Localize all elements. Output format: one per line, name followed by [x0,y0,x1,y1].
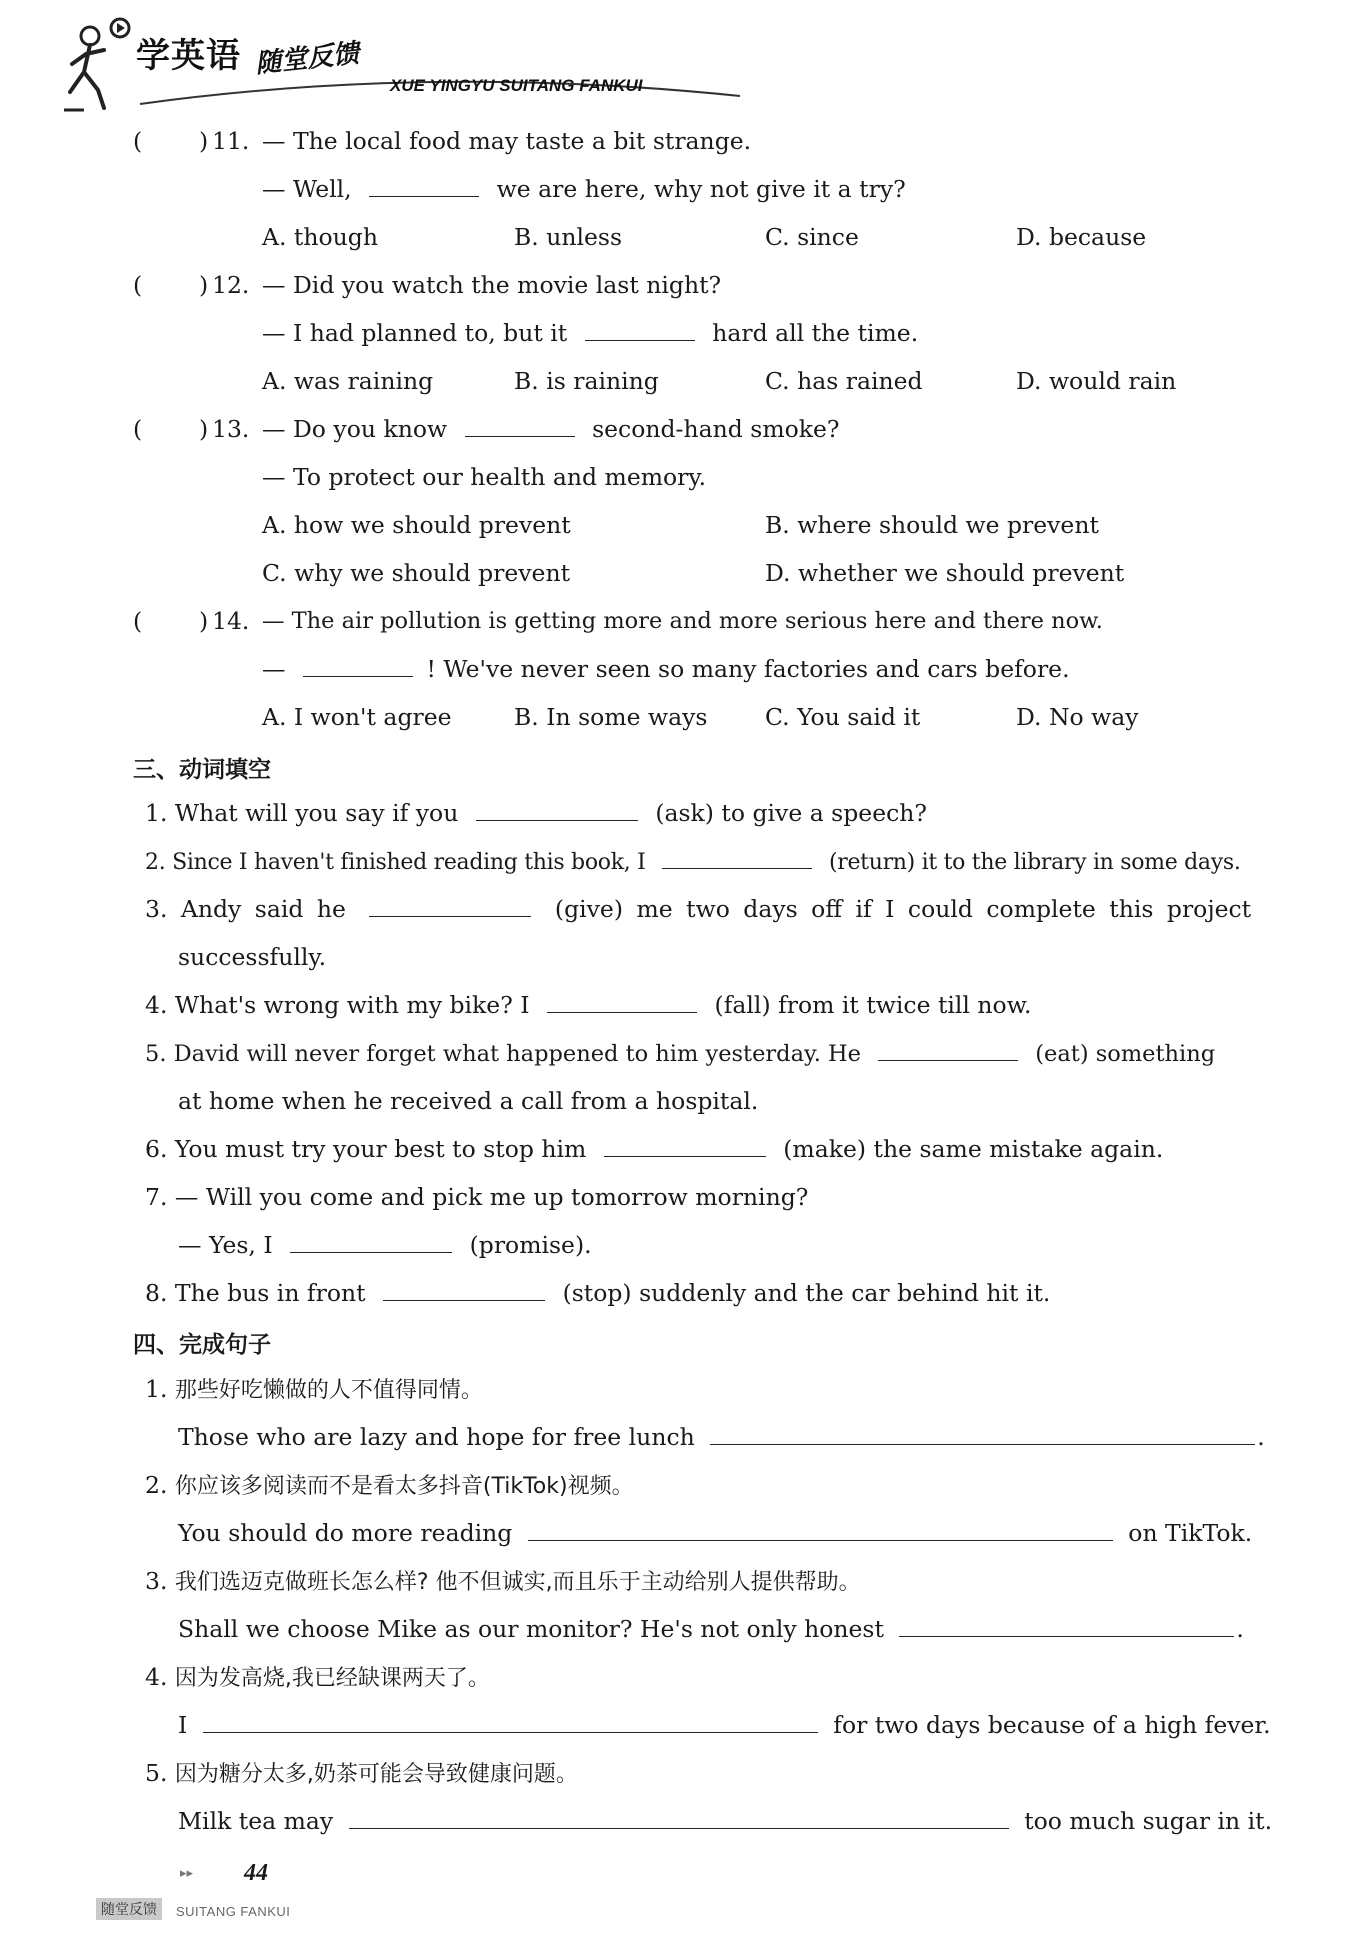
question-text: — Do you know [262,415,448,443]
item-en-line [178,1614,1244,1644]
question-text: — Well, [262,175,352,203]
answer-paren-open: ( [133,415,143,443]
option-c: C. since [765,223,859,251]
answer-blank[interactable] [604,1134,766,1157]
question-line-1 [262,414,840,444]
logo-sub-text: 随堂反馈 [253,38,361,80]
answer-blank[interactable] [203,1710,818,1733]
item-cn-line [145,1758,578,1790]
page-footer [96,1860,356,1930]
page-header [60,14,1310,114]
question-number: 14. [212,607,250,635]
answer-blank[interactable] [465,414,575,437]
item-number: 6. [145,1135,168,1163]
item-text: What's wrong with my bike? I [174,991,530,1019]
answer-blank[interactable] [878,1038,1018,1061]
question-text: second-hand smoke? [592,415,840,443]
question-line-2 [262,654,1070,684]
answer-paren-open: ( [133,607,143,635]
item-number: 2. [145,850,166,875]
item-text: Since I haven't finished reading this book, I [172,850,646,875]
option-c: C. You said it [765,703,921,731]
item-line [145,798,927,828]
question-text: hard all the time. [712,319,919,347]
item-number: 8. [145,1279,168,1307]
item-en-line [178,1422,1265,1452]
option-d: D. whether we should prevent [765,559,1125,587]
item-text: (promise). [469,1231,592,1259]
question-number: 13. [212,415,250,443]
item-line [145,1134,1163,1164]
option-c: C. why we should prevent [262,559,571,587]
item-line [145,990,1032,1020]
item-text: on TikTok. [1128,1519,1253,1547]
item-text: (give) me two days off if I could complete this project [554,895,1252,923]
item-number: 3. [145,895,168,923]
arrow-icon: ▸▸ [180,1866,194,1881]
item-text: Andy said he [180,895,346,923]
item-text: (stop) suddenly and the car behind hit it. [562,1279,1051,1307]
question-text: ! We've never seen so many factories and cars before. [426,655,1070,683]
item-text: I [178,1711,188,1739]
item-text-continued: at home when he received a call from a hospital. [178,1087,759,1115]
option-d: D. because [1016,223,1147,251]
answer-blank[interactable] [349,1806,1009,1829]
item-number: 7. [145,1183,168,1211]
item-cn-line [145,1470,634,1502]
answer-paren-open: ( [133,127,143,155]
answer-blank[interactable] [303,654,413,677]
answer-paren-close: ) [199,127,209,155]
question-line-2: — To protect our health and memory. [262,463,707,491]
logo-pinyin-text: XUE YINGYU SUITANG FANKUI [390,76,643,95]
item-text: You should do more reading [178,1519,513,1547]
logo-main-text: 学英语 [136,36,241,76]
answer-blank[interactable] [383,1278,545,1301]
answer-paren-close: ) [199,271,209,299]
item-number: 5. [145,1759,168,1787]
option-b: B. In some ways [514,703,708,731]
answer-paren-close: ) [199,415,209,443]
question-text: — I had planned to, but it [262,319,568,347]
item-text: . [1236,1615,1244,1643]
item-text: . [1257,1423,1265,1451]
question-line-2 [262,174,906,204]
answer-blank[interactable] [899,1614,1234,1637]
item-en-line [178,1710,1271,1740]
item-text: (fall) from it twice till now. [714,991,1032,1019]
item-number: 1. [145,1375,168,1403]
item-line [145,1038,1215,1069]
item-en-line [178,1806,1272,1836]
item-number: 1. [145,799,168,827]
option-c: C. has rained [765,367,923,395]
item-text: (make) the same mistake again. [783,1135,1164,1163]
item-text: too much sugar in it. [1024,1807,1273,1835]
item-number: 3. [145,1567,168,1595]
answer-blank[interactable] [547,990,697,1013]
option-a: A. was raining [262,367,434,395]
option-d: D. No way [1016,703,1139,731]
page-number: 44 [244,1860,268,1886]
item-en-line [178,1518,1252,1548]
answer-blank[interactable] [476,798,638,821]
question-line-1: — Did you watch the movie last night? [262,271,722,299]
item-number: 5. [145,1041,167,1067]
question-line-1: — The local food may taste a bit strange. [262,127,752,155]
item-text: (eat) something [1035,1041,1216,1067]
answer-blank[interactable] [369,174,479,197]
item-chinese: 因为发高烧,我已经缺课两天了。 [174,1666,490,1691]
option-a: A. how we should prevent [262,511,571,539]
item-text-continued: successfully. [178,943,327,971]
item-chinese: 你应该多阅读而不是看太多抖音(TikTok)视频。 [174,1474,634,1499]
answer-blank[interactable] [662,846,812,869]
question-number: 11. [212,127,250,155]
item-line [145,1182,808,1212]
item-line [145,894,1251,924]
item-text: Shall we choose Mike as our monitor? He's not only honest [178,1615,884,1643]
item-text: for two days because of a high fever. [833,1711,1271,1739]
question-text: — [262,655,286,683]
item-text: — Will you come and pick me up tomorrow morning? [174,1183,809,1211]
question-number: 12. [212,271,250,299]
item-line-2 [178,1230,592,1260]
item-cn-line [145,1566,861,1598]
item-number: 4. [145,1663,168,1691]
option-a: A. though [262,223,378,251]
item-text: What will you say if you [174,799,459,827]
answer-blank[interactable] [710,1422,1255,1445]
footer-tag-en: SUITANG FANKUI [176,1904,291,1919]
answer-blank[interactable] [290,1230,452,1253]
answer-blank[interactable] [369,894,531,917]
answer-blank[interactable] [585,318,695,341]
option-b: B. unless [514,223,623,251]
answer-paren-open: ( [133,271,143,299]
item-line [145,846,1241,878]
item-chinese: 我们选迈克做班长怎么样? 他不但诚实,而且乐于主动给别人提供帮助。 [174,1570,861,1595]
answer-blank[interactable] [528,1518,1113,1541]
question-text: we are here, why not give it a try? [496,175,906,203]
answer-paren-close: ) [199,607,209,635]
option-a: A. I won't agree [262,703,452,731]
option-b: B. where should we prevent [765,511,1099,539]
item-cn-line [145,1662,490,1694]
item-number: 2. [145,1471,168,1499]
item-text: Milk tea may [178,1807,334,1835]
item-chinese: 因为糖分太多,奶茶可能会导致健康问题。 [174,1762,578,1787]
item-text: (return) it to the library in some days. [828,850,1241,875]
item-cn-line [145,1374,483,1406]
item-chinese: 那些好吃懒做的人不值得同情。 [174,1378,483,1403]
section-4-title: 四、完成句子 [133,1332,271,1358]
footer-tag: 随堂反馈 [96,1898,162,1920]
item-text: Those who are lazy and hope for free lunch [178,1423,695,1451]
question-line-1: — The air pollution is getting more and more serious here and there now. [262,608,1103,634]
item-line [145,1278,1050,1308]
item-text: The bus in front [174,1279,366,1307]
option-b: B. is raining [514,367,659,395]
item-text: David will never forget what happened to him yesterday. He [173,1041,861,1067]
item-text: — Yes, I [178,1231,273,1259]
item-text: (ask) to give a speech? [655,799,927,827]
section-3-title: 三、动词填空 [133,757,271,783]
option-d: D. would rain [1016,367,1177,395]
item-number: 4. [145,991,168,1019]
item-text: You must try your best to stop him [174,1135,587,1163]
question-line-2 [262,318,918,348]
